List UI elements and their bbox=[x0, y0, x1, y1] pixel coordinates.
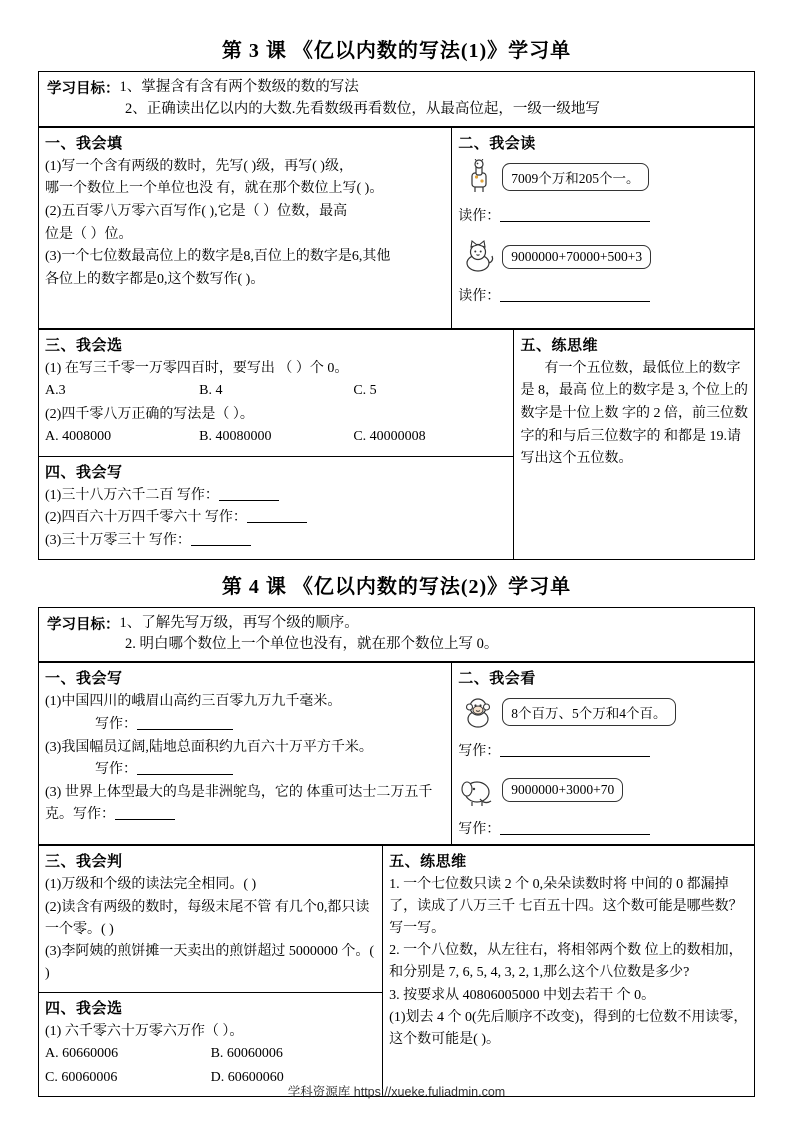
lesson1-sec4-cell bbox=[39, 456, 514, 559]
lesson2-sec1-blank-3[interactable] bbox=[115, 805, 175, 820]
lesson1-sec3-q2-option-c[interactable]: C. 40000008 bbox=[353, 429, 426, 445]
footer-brand: 学科资源库 bbox=[287, 1085, 351, 1099]
lesson2-sec2-bubble-row-1 bbox=[458, 694, 748, 730]
monkey-icon bbox=[458, 694, 498, 730]
lesson2-sec1-write-1 bbox=[45, 714, 445, 736]
lesson2-sec4-cell bbox=[39, 992, 383, 1096]
lesson1-sec2-answer-blank-1[interactable] bbox=[500, 207, 650, 222]
lesson2-sec4-option-c[interactable]: C. 60060006 bbox=[45, 1069, 118, 1085]
lesson2-goal-cell bbox=[39, 607, 755, 662]
footer-url: https://xueke.fuliadmin.com bbox=[353, 1085, 506, 1099]
giraffe-icon bbox=[458, 159, 498, 195]
lesson2-sec5-cell bbox=[383, 846, 755, 1097]
lesson1-sec5-paragraph: 有一个五位数，最低位上的数字是 8，最高 位上的数字是 3, 个位上的数字是十位上数 字的 2 倍，前三位数字的和与后三位数字的 和都是 19.请写出这个五位数。 bbox=[520, 360, 748, 467]
lesson1-sec5-head: 五、练思维 bbox=[520, 337, 598, 354]
lesson2-sec2-bubble-2: 9000000+3000+70 bbox=[502, 778, 623, 802]
lesson2-sec2-cell bbox=[452, 663, 755, 845]
lesson1-sec3-q1-options bbox=[45, 380, 507, 402]
lesson2-sec5-item-3: 3. 按要求从 40806005000 中划去若干 个 0。 bbox=[389, 987, 656, 1003]
lesson1-sec3-q2-option-b[interactable]: B. 40080000 bbox=[199, 429, 272, 445]
lesson2-sec1-cell bbox=[39, 663, 452, 845]
lesson1-sec3-q1-option-c[interactable]: C. 5 bbox=[353, 383, 377, 399]
lesson1-goal-line-1: 1、掌握含有含有两个数级的数的写法 bbox=[119, 79, 359, 95]
lesson2-sec3-head: 三、我会判 bbox=[45, 854, 123, 871]
lesson2-sec3-body bbox=[45, 874, 376, 984]
lesson1-goal-label: 学习目标： bbox=[47, 81, 120, 97]
lesson2-sec1-write-label-1: 写作： bbox=[95, 716, 137, 732]
lesson2-sec2-blank-1[interactable] bbox=[500, 742, 650, 757]
lesson1-sec4-item-2-text: (2)四百六十万四千零六十 写作： bbox=[45, 510, 247, 526]
cat-icon bbox=[458, 239, 498, 275]
lesson2-sec4-option-d[interactable]: D. 60600060 bbox=[210, 1069, 284, 1085]
lesson1-sec2-bubble-row-2 bbox=[458, 239, 748, 275]
lesson2-sec4-option-a[interactable]: A. 60660006 bbox=[45, 1046, 119, 1062]
lesson2-sec5-item-2: 2. 一个八位数，从左往右，将相邻两个数 位上的数相加，和分别是 7, 6, 5, 4, 3, 2, 1,那么这个八位数是多少? bbox=[389, 943, 743, 980]
lesson2-sec1-item-5-text: (3) 世界上体型最大的鸟是非洲鸵鸟，它的 体重可达士二万五千克。写作： bbox=[45, 784, 433, 822]
lesson1-sec1-line-5: (3)一个七位数最高位上的数字是8,百位上的数字是6,其他 bbox=[45, 249, 391, 265]
lesson1-sec5-cell bbox=[514, 329, 755, 559]
lesson1-sec2-read-label-2: 读作： bbox=[458, 288, 501, 304]
lesson2-sec1-item-5 bbox=[45, 782, 445, 825]
lesson1-sec4-blank-3[interactable] bbox=[191, 531, 251, 546]
lesson2-sec1-write-2 bbox=[45, 759, 445, 781]
lesson1-sec2-read-2 bbox=[458, 285, 748, 305]
lesson2-title: 第 4 课 《亿以内数的写法(2)》学习单 bbox=[221, 575, 572, 598]
lesson1-goal-line-2: 2、正确读出亿以内的大数.先看数级再看数位，从最高位起，一级一级地写 bbox=[125, 100, 600, 117]
lesson1-goal-cell bbox=[39, 72, 755, 127]
lesson1-sec1-line-4: 位是（ ）位。 bbox=[45, 226, 133, 242]
lesson2-sec2-write-label-2: 写作： bbox=[458, 822, 501, 838]
lesson2-sec1-head: 一、我会写 bbox=[45, 671, 123, 688]
lesson1-sec4-blank-1[interactable] bbox=[219, 486, 279, 501]
lesson2-goal-label: 学习目标： bbox=[47, 616, 120, 633]
lesson2-sec1-blank-1[interactable] bbox=[137, 715, 233, 730]
lesson2-sec2-bubble-1: 8个百万、5个万和4个百。 bbox=[502, 698, 675, 726]
lesson2-sec4-body bbox=[45, 1021, 376, 1089]
lesson2-sec4-q1: (1) 六千零六十万零六万作（ ）。 bbox=[45, 1023, 244, 1039]
lesson1-sec2-read-label-1: 读作： bbox=[458, 208, 501, 224]
lesson1-sec1-head: 一、我会填 bbox=[45, 135, 123, 152]
lesson1-sec1-line-3: (2)五百零八万零六百写作( ),它是（ ）位数，最高 bbox=[45, 203, 348, 219]
lesson1-sec2-bubble-2: 9000000+70000+500+3 bbox=[502, 245, 651, 269]
lesson1-sec1-line-6: 各位上的数字都是0,这个数写作( )。 bbox=[45, 271, 265, 287]
lesson1-sec4-item-1 bbox=[45, 485, 507, 507]
lesson1-sec3-q1: (1) 在写三千零一万零四百时，要写出 （ ）个 0。 bbox=[45, 360, 349, 376]
lesson1-sec4-item-3 bbox=[45, 530, 507, 552]
lesson1-sec3-q2-option-a[interactable]: A. 4008000 bbox=[45, 429, 112, 445]
lesson2-goal-line-1: 1、了解先写万级，再写个级的顺序。 bbox=[119, 614, 359, 631]
lesson2-goal-line-2: 2. 明白哪个数位上一个单位也没有，就在那个数位上写 0。 bbox=[125, 636, 499, 653]
lesson2-sec3-item-3: (3)李阿姨的煎饼摊一天卖出的煎饼超过 5000000 个。( ) bbox=[45, 944, 374, 981]
lesson1-sec2-bubble-row-1 bbox=[458, 159, 748, 195]
lesson1-sec3-cell bbox=[39, 329, 514, 456]
lesson1-sec3-head: 三、我会选 bbox=[45, 337, 123, 354]
lesson1-sec2-cell bbox=[452, 127, 755, 328]
lesson1-sec3-q1-option-a[interactable]: A.3 bbox=[45, 383, 66, 399]
lesson1-sec5-text bbox=[520, 358, 748, 471]
lesson1-sec4-item-3-text: (3)三十万零三十 写作： bbox=[45, 533, 191, 549]
lesson1-sec4-blank-2[interactable] bbox=[247, 508, 307, 523]
lesson2-sec3-item-1: (1)万级和个级的读法完全相同。( ) bbox=[45, 877, 257, 893]
lesson2-sec4-head: 四、我会选 bbox=[45, 1000, 123, 1017]
lesson2-sec4-options-row-1 bbox=[45, 1043, 376, 1065]
lesson1-sec4-body bbox=[45, 485, 507, 552]
lesson2-sec2-write-1 bbox=[458, 740, 748, 760]
lesson2-section-table-2 bbox=[38, 845, 755, 1097]
lesson2-sec1-item-3: (3)我国幅员辽阔,陆地总面积约九百六十万平方千米。 bbox=[45, 739, 373, 755]
lesson2-sec1-blank-2[interactable] bbox=[137, 760, 233, 775]
lesson2-sec5-item-1: 1. 一个七位数只读 2 个 0,朵朵读数时将 中间的 0 都漏掉了，读成了八万三千 七百五十四。这个数可能是哪些数？写一写。 bbox=[389, 877, 743, 936]
lesson2-sec1-item-1: (1)中国四川的峨眉山高约三百零九万九千毫米。 bbox=[45, 694, 342, 710]
lesson1-sec3-q2-options bbox=[45, 426, 507, 448]
lesson2-sec5-item-4: (1)划去 4 个 0(先后顺序不改变)，得到的七位数不用读零，这个数可能是( )。 bbox=[389, 1010, 748, 1048]
lesson2-sec4-option-b[interactable]: B. 60060006 bbox=[210, 1046, 283, 1062]
lesson2-goal-table bbox=[38, 607, 755, 663]
footer-watermark bbox=[0, 1082, 793, 1100]
lesson2-sec2-write-label-1: 写作： bbox=[458, 744, 501, 760]
lesson1-section-table-1 bbox=[38, 127, 755, 329]
elephant-icon bbox=[458, 772, 498, 808]
lesson1-sec1-cell bbox=[39, 127, 452, 328]
lesson1-sec3-body bbox=[45, 358, 507, 449]
lesson1-section-table-2 bbox=[38, 329, 755, 560]
lesson2-sec2-blank-2[interactable] bbox=[500, 820, 650, 835]
lesson1-sec2-read-1 bbox=[458, 205, 748, 225]
lesson2-sec2-bubble-row-2 bbox=[458, 772, 748, 808]
lesson1-sec4-item-1-text: (1)三十八万六千二百 写作： bbox=[45, 487, 219, 503]
lesson1-title: 第 3 课 《亿以内数的写法(1)》学习单 bbox=[221, 40, 572, 62]
lesson1-goal-table bbox=[38, 71, 755, 127]
lesson1-sec2-answer-blank-2[interactable] bbox=[500, 287, 650, 302]
lesson1-sec3-q1-option-b[interactable]: B. 4 bbox=[199, 383, 223, 399]
lesson1-sec2-head: 二、我会读 bbox=[458, 135, 536, 152]
lesson1-sec1-body bbox=[45, 156, 445, 291]
lesson1-sec4-item-2 bbox=[45, 507, 507, 529]
lesson2-sec2-head: 二、我会看 bbox=[458, 671, 536, 688]
lesson2-sec3-item-2: (2)读含有两级的数时，每级末尾不管 有几个0,都只读一个零。( ) bbox=[45, 899, 370, 937]
lesson2-sec5-head: 五、练思维 bbox=[389, 854, 467, 871]
lesson1-sec3-q2: (2)四千零八万正确的写法是（ ）。 bbox=[45, 406, 254, 422]
lesson2-sec3-cell bbox=[39, 846, 383, 992]
lesson1-sec1-line-1: (1)写一个含有两级的数时，先写( )级，再写( )级， bbox=[45, 158, 353, 174]
lesson2-sec1-body bbox=[45, 691, 445, 825]
lesson1-sec2-bubble-1: 7009个万和205个一。 bbox=[502, 163, 648, 191]
lesson2-sec1-write-label-2: 写作： bbox=[95, 762, 137, 778]
lesson2-sec5-body bbox=[389, 874, 748, 1051]
lesson2-sec2-write-2 bbox=[458, 818, 748, 838]
lesson2-section-table-1 bbox=[38, 662, 755, 845]
lesson1-sec4-head: 四、我会写 bbox=[45, 464, 123, 481]
lesson1-sec1-line-2: 哪一个数位上一个单位也没 有，就在那个数位上写( )。 bbox=[45, 181, 384, 197]
